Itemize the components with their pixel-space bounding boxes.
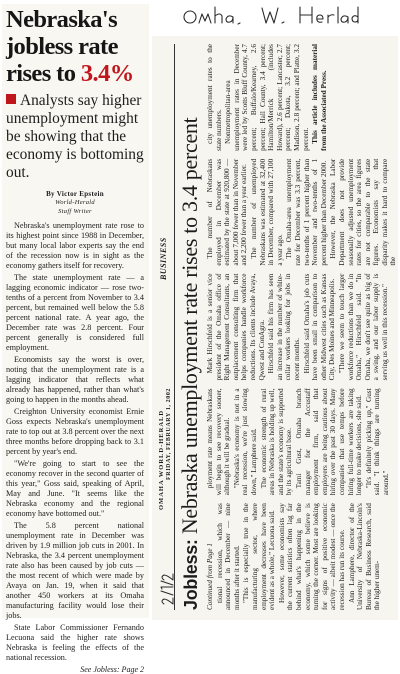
rotated-article bbox=[152, 36, 398, 620]
paragraph: The 5.8 percent national unemployment rate in December was driven by 1.9 million job cuts in 2001. In Nebraska, the 3.4 percent unemployment rate also has been caused by job cuts — the most recent of which were made by Avaya on Jan. 19, when it said that another 450 workers at its Omaha manufacturing facility would lose their jobs. bbox=[6, 521, 144, 620]
paragraph: The economic strength of rural areas in Nebraska is holding up well, and the state's economy is supported by its agricultural base. bbox=[259, 388, 294, 496]
headline-line bbox=[6, 60, 144, 87]
headline-line: jobless rate bbox=[6, 33, 118, 60]
article-columns bbox=[206, 44, 398, 610]
headline-text: rises to bbox=[6, 60, 81, 87]
paragraph: ployment rate means Nebraskans will begin to see recovery sooner, although it will be gradual. bbox=[206, 388, 232, 496]
headline bbox=[6, 6, 144, 87]
paragraph: Nebraska's unemployment rate rose to its highest point since 1988 in December, but many local labor experts say the end of the recession now is in sight as the economy gathers itself for recovery. bbox=[6, 221, 144, 270]
print-date: FRIDAY, FEBRUARY 1, 2002 bbox=[166, 387, 172, 480]
red-square-bullet-icon bbox=[6, 94, 16, 104]
paragraph: Nonmetropolitan-area unemployment rates in December were led by Scotts Bluff County, 4.7 percent; Buffalo/Kearney, 2.6 percent; Hall County, 3.4 percent; Hamilton/Merrick (includes Howard), 2.6 percent; Lancaster, 2.7 percent; Dakota, 3.2 percent; Madison, 2.8 percent; and Platte, 3.2 percent. bbox=[224, 44, 310, 151]
paragraph: Economists say the worst is over, noting that the unemployment rate is a lagging indicator that reflects what already has happened, rather than what's going to happen in the months ahead. bbox=[6, 355, 144, 404]
paragraph: "It's definitely picking up," Gust said. "I think things are turning around." bbox=[364, 388, 390, 496]
paragraph: Tami Gust, Omaha branch manager for the Accustaff employment firm, said that employers are being cautious about hiring over the past 30 days. Many companies that use temps before hiring full-time workers are taking longer to make decisions, she said. bbox=[294, 388, 364, 496]
paragraph: The number of unemployed Nebraskans was estimated at 32,400 in December, compared with 27,100 a year ago. bbox=[249, 158, 284, 266]
paragraph: However, the Nebraska Labor Department does not provide seasonally adjusted unemployment rates for cities, so the area figures are not comparable to the state figures. Economists say that disparity makes it hard to compare the bbox=[329, 158, 398, 266]
front-page-clipping bbox=[2, 4, 149, 674]
paragraph: This article includes material from the Associated Press. bbox=[311, 44, 328, 151]
article-column bbox=[206, 158, 398, 266]
paragraph: Hirschfeld said Omaha's job cuts have been small in comparison to other Midwest cities such as Kansas City, Des Moines and Minneapolis. bbox=[302, 273, 337, 381]
paragraph: Continued from Page 1 bbox=[206, 542, 214, 610]
paragraph: The Omaha-area unemployment rate for December was 3.3 percent, two-tenths of 1 percent higher than November and two-tenths of 1 percent higher than December 2000. bbox=[285, 158, 328, 266]
handwritten-note-icon bbox=[180, 2, 380, 28]
article-column bbox=[206, 388, 392, 495]
newspaper-name: OMAHA WORLD-HERALD bbox=[158, 409, 165, 510]
paragraph: Hirschfeld said his firm has seen an increase in the number of white-collar workers looking for jobs in recent months. bbox=[267, 273, 301, 381]
deck bbox=[6, 92, 144, 182]
paragraph: However, some economists say the current statistics often lag far behind what's happening in the economy, which some believe is turning the corner. Most are looking for signs of positive economic activity — albeit modest — once the recession has run its course. bbox=[277, 503, 346, 610]
section-label: BUSINESS bbox=[159, 237, 168, 280]
article-column bbox=[206, 44, 392, 151]
paragraph: "This is especially true in the manufacturing sector, where employment decreases have been evident as a whole," Lecuona said. bbox=[242, 503, 277, 610]
jump-headline bbox=[178, 44, 203, 610]
headline-line: Nebraska's bbox=[6, 6, 118, 33]
affiliation-line: World-Herald bbox=[55, 199, 95, 206]
paragraph: State Labor Commissioner Fernando Lecuona said the higher rate shows Nebraska is feeling the effects of the national recession. bbox=[6, 623, 144, 662]
paragraph: Mark Hirschfeld is a senior vice president of the Omaha office of Right Management Consultants, an outplacement consulting firm that helps companies handle workforce reductions. Its clients include Avaya, Qwest and ConAgra. bbox=[206, 273, 266, 381]
article-column bbox=[206, 274, 392, 381]
article-column bbox=[206, 503, 392, 610]
handwritten-date-icon bbox=[159, 572, 175, 606]
affiliation-line: Staff Writer bbox=[58, 208, 92, 215]
business-section-clipping bbox=[152, 36, 398, 620]
article-body bbox=[6, 221, 144, 663]
paragraph: The number of Nebraskans employed in December was estimated by the state at 920,800 — about 7,000 fewer than in November and 2,200 fewer than a year earlier. bbox=[206, 158, 249, 266]
paragraph: The state unemployment rate — a lagging economic indicator — rose two-tenths of a percent from November to 3.4 percent, but remained well below the 5.8 percent national rate. A year ago, the December rate was 2.8 percent. Four percent generally is considered full employment. bbox=[6, 273, 144, 352]
affiliation bbox=[6, 198, 144, 216]
paragraph: tional recession, which was announced in December — nine months after it started. bbox=[215, 503, 241, 610]
section-rule bbox=[174, 44, 175, 610]
paragraph: "Nebraska's economy is not in a real recession, we're just slowing down," Lamphere said. bbox=[232, 388, 258, 496]
byline: By Victor Epstein bbox=[46, 190, 104, 198]
headline-rate: 3.4% bbox=[80, 60, 134, 87]
jump-line: See Jobless: Page 2 bbox=[80, 665, 144, 674]
paragraph: "There we seem to touch larger workforce reductions than we do in Omaha," Hirschfeld said. "In Omaha, we don't see quite as big of a swing, and our labor supply is serving us well in this recession." bbox=[337, 273, 389, 381]
headline-text: Nebraska unemployment rate rises to 3.4 percent bbox=[177, 117, 202, 535]
paragraph: "We're going to start to see the economy recover in the second quarter of this year," Goss said, speaking of April, May and June. "It seems like the Nebraska economy and the regional economy have bottomed out." bbox=[6, 459, 144, 518]
paragraph: city unemployment rates to the state numbers. bbox=[206, 44, 223, 151]
paragraph: Ann Lamphere, director of the University of Nebraska-Lincoln's Bureau of Business Research, said the higher unem- bbox=[347, 503, 382, 610]
deck-text: Analysts say higher unemployment might be showing that the economy is bottoming out. bbox=[6, 92, 144, 181]
headline-kicker: Jobless: bbox=[181, 539, 201, 610]
paragraph: Creighton University economist Ernie Goss expects Nebraska's unemployment rate to top out at 3.8 percent over the next three months before dropping back to 3.1 percent by year's end. bbox=[6, 407, 144, 456]
